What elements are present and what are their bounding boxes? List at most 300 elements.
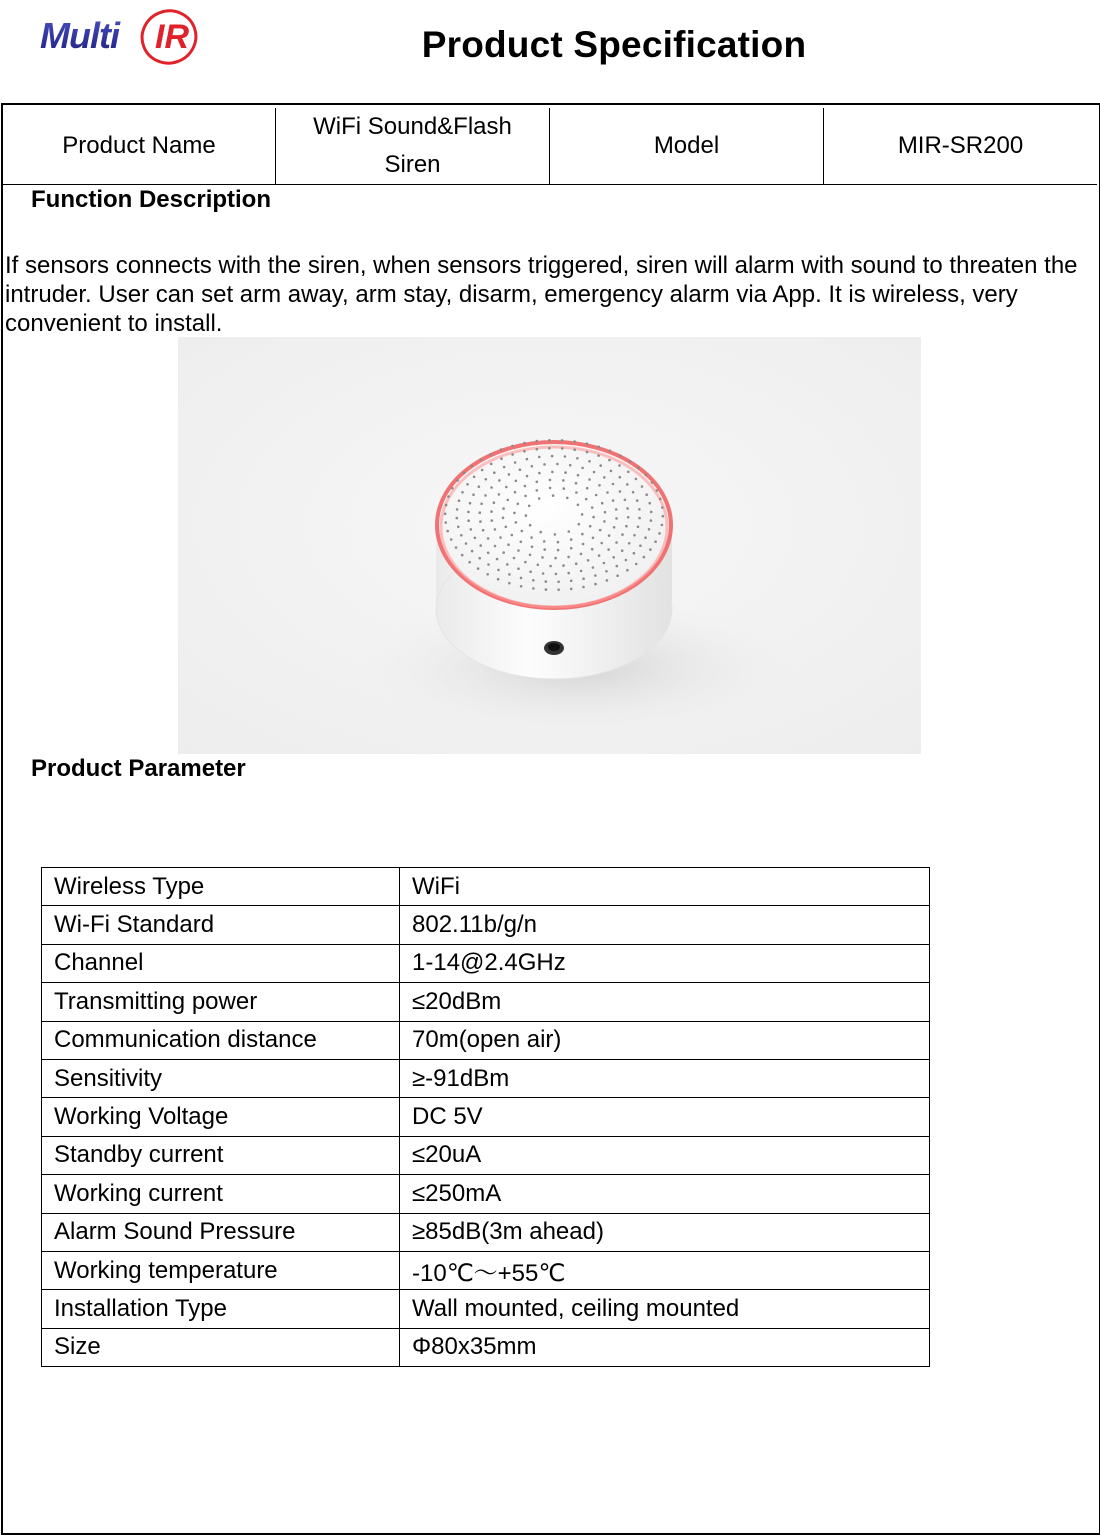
model-value: MIR-SR200 bbox=[897, 132, 1024, 159]
grille-dot bbox=[612, 499, 615, 502]
grille-dot bbox=[616, 565, 619, 568]
grille-dot bbox=[470, 528, 473, 531]
grille-dot bbox=[541, 556, 544, 559]
parameter-value: ≤250mA bbox=[400, 1175, 930, 1213]
grille-dot bbox=[529, 570, 532, 573]
grille-dot bbox=[608, 459, 611, 462]
grille-dot bbox=[627, 516, 630, 519]
table-row bbox=[42, 868, 930, 906]
grille-dot bbox=[536, 481, 539, 484]
grille-dot bbox=[624, 499, 627, 502]
grille-dot bbox=[662, 515, 665, 518]
grille-dot bbox=[601, 502, 604, 505]
grille-dot bbox=[502, 517, 505, 520]
grille-dot bbox=[508, 573, 511, 576]
grille-dot bbox=[451, 487, 454, 490]
grille-dot bbox=[549, 487, 552, 490]
table-row bbox=[42, 1328, 930, 1366]
grille-dot bbox=[538, 456, 541, 459]
parameter-name: Installation Type bbox=[42, 1290, 400, 1328]
grille-dot bbox=[456, 517, 459, 520]
grille-dot bbox=[517, 549, 520, 552]
grille-dot bbox=[608, 534, 611, 537]
grille-dot bbox=[650, 511, 653, 514]
grille-dot bbox=[626, 483, 629, 486]
grille-dot bbox=[536, 448, 539, 451]
product-name-line2: Siren bbox=[384, 151, 441, 178]
grille-dot bbox=[573, 448, 576, 451]
grille-dot bbox=[656, 489, 659, 492]
table-row bbox=[42, 1175, 930, 1213]
grille-dot bbox=[605, 570, 608, 573]
grille-dot bbox=[632, 491, 635, 494]
table-row bbox=[42, 1213, 930, 1251]
grille-dot bbox=[463, 472, 466, 475]
grille-dot bbox=[489, 453, 492, 456]
table-row bbox=[42, 906, 930, 944]
grille-dot bbox=[578, 523, 581, 526]
product-info-row bbox=[3, 108, 1097, 185]
grille-dot bbox=[485, 478, 488, 481]
grille-dot bbox=[503, 466, 506, 469]
product-name-label: Product Name bbox=[3, 108, 276, 184]
grille-dot bbox=[555, 573, 558, 576]
grille-dot bbox=[621, 549, 624, 552]
grille-dot bbox=[521, 530, 524, 533]
grille-dot bbox=[618, 464, 621, 467]
parameter-name: Working current bbox=[42, 1175, 400, 1213]
grille-dot bbox=[500, 457, 503, 460]
grille-dot bbox=[594, 583, 597, 586]
grille-dot bbox=[500, 448, 503, 451]
grille-dot bbox=[444, 513, 447, 516]
grille-dot bbox=[615, 541, 618, 544]
grille-dot bbox=[570, 588, 573, 591]
model-label: Model bbox=[550, 108, 824, 184]
grille-dot bbox=[545, 588, 548, 591]
grille-dot bbox=[517, 503, 520, 506]
grille-dot bbox=[499, 536, 502, 539]
grille-dot bbox=[577, 474, 580, 477]
grille-dot bbox=[549, 565, 552, 568]
grille-dot bbox=[616, 574, 619, 577]
grille-dot bbox=[532, 579, 535, 582]
grille-dot bbox=[524, 561, 527, 564]
grille-dot bbox=[524, 485, 527, 488]
grille-dot bbox=[523, 450, 526, 453]
grille-dot bbox=[468, 561, 471, 564]
grille-dot bbox=[477, 567, 480, 570]
grille-dot bbox=[661, 506, 664, 509]
grille-dot bbox=[661, 524, 664, 527]
grille-dot bbox=[612, 556, 615, 559]
grille-dot bbox=[597, 454, 600, 457]
page-title: Product Specification bbox=[421, 24, 807, 65]
grille-dot bbox=[610, 470, 613, 473]
grille-dot bbox=[531, 546, 534, 549]
grille-dot bbox=[549, 479, 552, 482]
grille-dot bbox=[471, 465, 474, 468]
parameter-name: Standby current bbox=[42, 1136, 400, 1174]
grille-dot bbox=[593, 471, 596, 474]
grille-dot bbox=[581, 533, 584, 536]
grille-dot bbox=[635, 563, 638, 566]
grille-dot bbox=[598, 484, 601, 487]
grille-dot bbox=[515, 480, 518, 483]
grille-dot bbox=[609, 450, 612, 453]
table-row bbox=[42, 1059, 930, 1097]
grille-dot bbox=[586, 451, 589, 454]
grille-dot bbox=[469, 502, 472, 505]
function-description-text: If sensors connects with the siren, when sensors triggered, siren will alarm with sound to threaten the intruder. User can set arm away, arm stay, disarm, emergency alarm via App. It is wireless, very convenient to install. bbox=[5, 252, 1078, 337]
grille-dot bbox=[633, 534, 636, 537]
grille-dot bbox=[502, 507, 505, 510]
grille-dot bbox=[591, 506, 594, 509]
grille-dot bbox=[505, 486, 508, 489]
parameter-value: ≤20dBm bbox=[400, 983, 930, 1021]
grille-dot bbox=[603, 476, 606, 479]
table-row bbox=[42, 1290, 930, 1328]
grille-dot bbox=[520, 541, 523, 544]
grille-dot bbox=[582, 577, 585, 580]
grille-dot bbox=[529, 554, 532, 557]
grille-dot bbox=[480, 503, 483, 506]
grille-dot bbox=[600, 542, 603, 545]
grille-dot bbox=[567, 556, 570, 559]
grille-dot bbox=[515, 521, 518, 524]
grille-dot bbox=[621, 533, 624, 536]
grille-dot bbox=[586, 487, 589, 490]
grille-dot bbox=[638, 517, 641, 520]
grille-dot bbox=[467, 511, 470, 514]
grille-dot bbox=[543, 548, 546, 551]
grille-dot bbox=[633, 552, 636, 555]
grille-dot bbox=[592, 516, 595, 519]
grille-dot bbox=[650, 519, 653, 522]
grille-dot bbox=[493, 501, 496, 504]
grille-dot bbox=[568, 530, 571, 533]
parameter-name: Wi-Fi Standard bbox=[42, 906, 400, 944]
grille-dot bbox=[479, 459, 482, 462]
grille-dot bbox=[580, 553, 583, 556]
grille-dot bbox=[619, 454, 622, 457]
parameter-value: -10℃～+55℃ bbox=[400, 1251, 930, 1289]
parameter-value: 1-14@2.4GHz bbox=[400, 944, 930, 982]
grille-dot bbox=[517, 567, 520, 570]
grille-dot bbox=[643, 556, 646, 559]
grille-dot bbox=[548, 447, 551, 450]
grille-dot bbox=[482, 529, 485, 532]
grille-dot bbox=[588, 460, 591, 463]
grille-dot bbox=[594, 574, 597, 577]
grille-dot bbox=[599, 529, 602, 532]
grille-dot bbox=[627, 471, 630, 474]
grille-dot bbox=[645, 474, 648, 477]
grille-dot bbox=[511, 534, 514, 537]
product-name-value bbox=[276, 108, 550, 184]
grille-dot bbox=[481, 469, 484, 472]
grille-dot bbox=[597, 446, 600, 449]
grille-dot bbox=[580, 570, 583, 573]
svg-text:Multi: Multi bbox=[40, 15, 119, 56]
table-row bbox=[42, 1021, 930, 1059]
grille-dot bbox=[561, 439, 564, 442]
grille-dot bbox=[637, 526, 640, 529]
grille-dot bbox=[545, 580, 548, 583]
grille-dot bbox=[567, 572, 570, 575]
grille-dot bbox=[606, 491, 609, 494]
grille-dot bbox=[461, 491, 464, 494]
grille-dot bbox=[576, 457, 579, 460]
table-row bbox=[42, 1251, 930, 1289]
grille-dot bbox=[507, 543, 510, 546]
grille-dot bbox=[494, 545, 497, 548]
grille-dot bbox=[520, 577, 523, 580]
parameter-name: Working temperature bbox=[42, 1251, 400, 1289]
grille-dot bbox=[654, 540, 657, 543]
grille-dot bbox=[497, 578, 500, 581]
grille-dot bbox=[530, 536, 533, 539]
grille-dot bbox=[471, 550, 474, 553]
grille-dot bbox=[554, 557, 557, 560]
parameter-name: Wireless Type bbox=[42, 868, 400, 906]
grille-dot bbox=[604, 511, 607, 514]
grille-dot bbox=[659, 498, 662, 501]
grille-dot bbox=[586, 442, 589, 445]
grille-dot bbox=[573, 440, 576, 443]
parameter-value: ≤20uA bbox=[400, 1136, 930, 1174]
grille-dot bbox=[603, 562, 606, 565]
grille-dot bbox=[494, 528, 497, 531]
grille-dot bbox=[460, 534, 463, 537]
grille-dot bbox=[556, 463, 559, 466]
grille-dot bbox=[487, 552, 490, 555]
table-row bbox=[42, 1136, 930, 1174]
table-row bbox=[42, 944, 930, 982]
grille-dot bbox=[645, 493, 648, 496]
grille-dot bbox=[524, 495, 527, 498]
grille-dot bbox=[557, 549, 560, 552]
grille-dot bbox=[531, 465, 534, 468]
grille-dot bbox=[496, 558, 499, 561]
grille-dot bbox=[551, 471, 554, 474]
parameter-name: Working Voltage bbox=[42, 1098, 400, 1136]
grille-dot bbox=[508, 473, 511, 476]
grille-dot bbox=[603, 520, 606, 523]
grille-dot bbox=[637, 467, 640, 470]
grille-dot bbox=[592, 537, 595, 540]
grille-dot bbox=[498, 479, 501, 482]
parameter-name: Alarm Sound Pressure bbox=[42, 1213, 400, 1251]
grille-dot bbox=[502, 551, 505, 554]
grille-dot bbox=[625, 559, 628, 562]
grille-dot bbox=[479, 511, 482, 514]
grille-dot bbox=[582, 543, 585, 546]
grille-dot bbox=[561, 447, 564, 450]
grille-dot bbox=[648, 502, 651, 505]
grille-dot bbox=[479, 520, 482, 523]
grille-dot bbox=[651, 481, 654, 484]
grille-dot bbox=[479, 544, 482, 547]
grille-dot bbox=[564, 471, 567, 474]
parameter-value: WiFi bbox=[400, 868, 930, 906]
grille-dot bbox=[581, 467, 584, 470]
parameter-value: Wall mounted, ceiling mounted bbox=[400, 1290, 930, 1328]
grille-dot bbox=[638, 508, 641, 511]
grille-dot bbox=[529, 524, 532, 527]
grille-dot bbox=[577, 504, 580, 507]
grille-dot bbox=[514, 461, 517, 464]
grille-dot bbox=[536, 489, 539, 492]
grille-dot bbox=[628, 542, 631, 545]
grille-dot bbox=[490, 486, 493, 489]
grille-dot bbox=[589, 525, 592, 528]
svg-text:IR: IR bbox=[155, 18, 189, 56]
product-parameter-heading: Product Parameter bbox=[31, 755, 246, 782]
grille-dot bbox=[450, 538, 453, 541]
grille-dot bbox=[465, 542, 468, 545]
grille-dot bbox=[446, 530, 449, 533]
grille-dot bbox=[508, 582, 511, 585]
grille-dot bbox=[557, 588, 560, 591]
grille-dot bbox=[562, 564, 565, 567]
grille-dot bbox=[582, 586, 585, 589]
grille-dot bbox=[486, 573, 489, 576]
grille-dot bbox=[458, 499, 461, 502]
grille-dot bbox=[536, 440, 539, 443]
grille-dot bbox=[564, 455, 567, 458]
grille-dot bbox=[554, 533, 557, 536]
grille-dot bbox=[552, 494, 555, 497]
grille-dot bbox=[505, 526, 508, 529]
grille-dot bbox=[644, 536, 647, 539]
grille-dot bbox=[562, 479, 565, 482]
grille-dot bbox=[612, 483, 615, 486]
grille-dot bbox=[473, 476, 476, 479]
grille-dot bbox=[487, 537, 490, 540]
parameter-name: Sensitivity bbox=[42, 1059, 400, 1097]
product-name-line1: WiFi Sound&Flash bbox=[313, 113, 512, 140]
grille-dot bbox=[599, 464, 602, 467]
grille-dot bbox=[537, 564, 540, 567]
parameter-name: Size bbox=[42, 1328, 400, 1366]
parameter-value: 70m(open air) bbox=[400, 1021, 930, 1059]
grille-dot bbox=[507, 499, 510, 502]
grille-dot bbox=[506, 563, 509, 566]
grille-dot bbox=[606, 579, 609, 582]
grille-dot bbox=[587, 559, 590, 562]
grille-dot bbox=[607, 548, 610, 551]
grille-dot bbox=[461, 554, 464, 557]
table-row bbox=[42, 983, 930, 1021]
grille-dot bbox=[497, 569, 500, 572]
grille-dot bbox=[490, 510, 493, 513]
grille-dot bbox=[445, 504, 448, 507]
grille-dot bbox=[563, 487, 566, 490]
grille-dot bbox=[519, 468, 522, 471]
grille-dot bbox=[532, 587, 535, 590]
grille-dot bbox=[513, 512, 516, 515]
table-row bbox=[42, 1098, 930, 1136]
grille-dot bbox=[444, 521, 447, 524]
grille-dot bbox=[635, 478, 638, 481]
grille-dot bbox=[457, 526, 460, 529]
grille-dot bbox=[557, 581, 560, 584]
grille-dot bbox=[619, 476, 622, 479]
grille-dot bbox=[629, 460, 632, 463]
grille-dot bbox=[538, 497, 541, 500]
grille-dot bbox=[575, 491, 578, 494]
grille-dot bbox=[615, 508, 618, 511]
grille-dot bbox=[456, 508, 459, 511]
grille-dot bbox=[466, 483, 469, 486]
grille-dot bbox=[575, 482, 578, 485]
grille-dot bbox=[570, 538, 573, 541]
grille-dot bbox=[569, 464, 572, 467]
grille-dot bbox=[539, 531, 542, 534]
parameter-table bbox=[41, 867, 930, 1367]
grille-dot bbox=[639, 544, 642, 547]
parameter-value: 802.11b/g/n bbox=[400, 906, 930, 944]
grille-dot bbox=[472, 493, 475, 496]
grille-dot bbox=[523, 442, 526, 445]
grille-dot bbox=[478, 557, 481, 560]
parameter-name: Transmitting power bbox=[42, 983, 400, 1021]
grille-dot bbox=[595, 494, 598, 497]
grille-dot bbox=[551, 455, 554, 458]
grille-dot bbox=[511, 445, 514, 448]
grille-dot bbox=[526, 458, 529, 461]
grille-dot bbox=[625, 525, 628, 528]
grille-dot bbox=[581, 513, 584, 516]
grille-dot bbox=[467, 519, 470, 522]
parameter-value: ≥-91dBm bbox=[400, 1059, 930, 1097]
grille-dot bbox=[487, 563, 490, 566]
grille-dot bbox=[525, 514, 528, 517]
grille-dot bbox=[484, 494, 487, 497]
grille-dot bbox=[592, 566, 595, 569]
grille-dot bbox=[526, 475, 529, 478]
grille-dot bbox=[513, 557, 516, 560]
grille-dot bbox=[474, 537, 477, 540]
parameter-value: DC 5V bbox=[400, 1098, 930, 1136]
grille-dot bbox=[648, 528, 651, 531]
grille-dot bbox=[538, 472, 541, 475]
grille-dot bbox=[615, 517, 618, 520]
grille-dot bbox=[498, 493, 501, 496]
grille-dot bbox=[514, 491, 517, 494]
grille-dot bbox=[491, 519, 494, 522]
grille-dot bbox=[493, 471, 496, 474]
grille-dot bbox=[626, 507, 629, 510]
grille-dot bbox=[543, 463, 546, 466]
grille-dot bbox=[591, 548, 594, 551]
grille-dot bbox=[619, 490, 622, 493]
parameter-value: ≥85dB(3m ahead) bbox=[400, 1213, 930, 1251]
grille-dot bbox=[585, 498, 588, 501]
grille-dot bbox=[566, 497, 569, 500]
grille-dot bbox=[478, 485, 481, 488]
grille-dot bbox=[658, 532, 661, 535]
grille-dot bbox=[598, 554, 601, 557]
grille-dot bbox=[636, 499, 639, 502]
grille-dot bbox=[588, 478, 591, 481]
grille-dot bbox=[543, 540, 546, 543]
grille-dot bbox=[490, 463, 493, 466]
grille-dot bbox=[520, 585, 523, 588]
grille-dot bbox=[557, 541, 560, 544]
grille-dot bbox=[548, 439, 551, 442]
